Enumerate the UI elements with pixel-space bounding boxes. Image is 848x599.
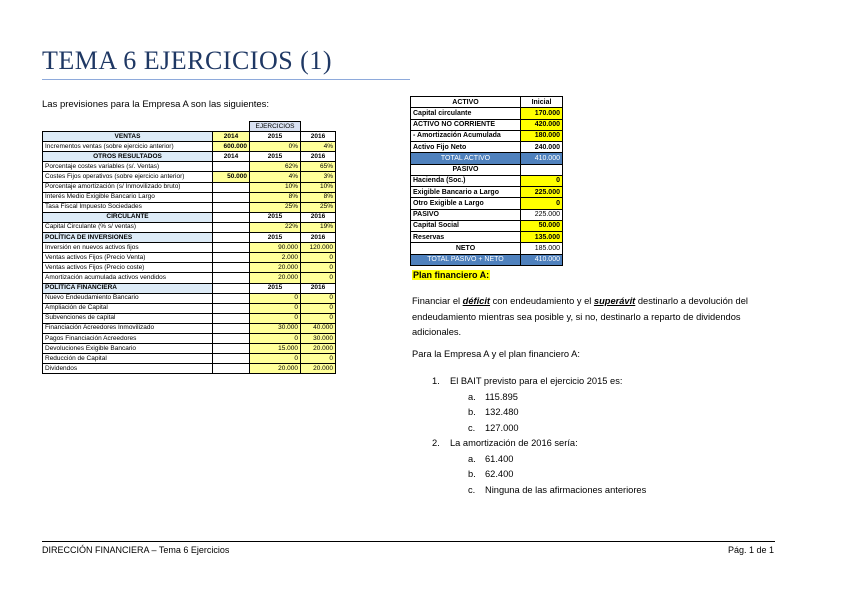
table-cell: Reservas (411, 232, 521, 243)
page-title: TEMA 6 EJERCICIOS (1) (42, 46, 332, 75)
table-cell (213, 243, 250, 253)
table-cell: 0 (250, 313, 301, 323)
table-row (43, 243, 336, 253)
table-cell (213, 344, 250, 354)
table-cell: POLÍTICA FINANCIERA (43, 283, 213, 293)
table-cell: 2015 (250, 212, 301, 222)
table-cell: Ventas activos Fijos (Precio coste) (43, 263, 213, 273)
table-cell: Dividendos (43, 364, 213, 374)
table-cell: 3% (301, 172, 336, 182)
table-cell: 22% (250, 222, 301, 232)
balance-table (410, 96, 563, 266)
table-cell: 20.000 (250, 273, 301, 283)
table-cell: VENTAS (43, 132, 213, 142)
table-cell: Pagos Financiación Acreedores (43, 333, 213, 343)
table-cell: Reducción de Capital (43, 354, 213, 364)
table-cell: 0% (250, 142, 301, 152)
footer-rule (42, 541, 775, 542)
table-cell (213, 263, 250, 273)
table-cell: 0 (250, 303, 301, 313)
table-cell: 8% (250, 192, 301, 202)
table-row (43, 354, 336, 364)
table-row (43, 132, 336, 142)
table-cell: 2015 (250, 233, 301, 243)
balance-row (411, 164, 563, 175)
table-row (43, 152, 336, 162)
table-row (43, 222, 336, 232)
table-cell (213, 212, 250, 222)
question-intro: Para la Empresa A y el plan financiero A: (412, 349, 580, 359)
plan-label: Plan financiero A: (413, 270, 490, 280)
balance-row (411, 130, 563, 141)
ejercicios-header: EJERCICIOS (250, 122, 301, 132)
table-cell: 50.000 (521, 220, 563, 231)
table-cell: Ventas activos Fijos (Precio Venta) (43, 253, 213, 263)
question-number: 1. (432, 376, 440, 386)
table-cell: 2016 (301, 283, 336, 293)
table-cell: 20.000 (250, 364, 301, 374)
table-header-row (43, 122, 336, 132)
table-cell: 0 (301, 354, 336, 364)
table-cell: 4% (301, 142, 336, 152)
table-cell: 65% (301, 162, 336, 172)
table-cell: Hacienda (Soc.) (411, 175, 521, 186)
table-cell: 2016 (301, 212, 336, 222)
option-text: 61.400 (485, 453, 514, 464)
option-letter: a. (468, 391, 476, 402)
table-cell: 2016 (301, 132, 336, 142)
table-cell: 0 (301, 313, 336, 323)
table-cell: 2015 (250, 132, 301, 142)
table-cell: 20.000 (301, 364, 336, 374)
table-row (43, 263, 336, 273)
table-cell: 0 (250, 293, 301, 303)
balance-row (411, 153, 563, 164)
table-cell: 2016 (301, 152, 336, 162)
table-cell: 600.000 (213, 142, 250, 152)
table-cell: 15.000 (250, 344, 301, 354)
option-text: 127.000 (485, 422, 519, 433)
table-cell: 0 (301, 273, 336, 283)
deficit-term: déficit (462, 296, 491, 306)
table-row (43, 172, 336, 182)
table-cell: 240.000 (521, 142, 563, 153)
footer-page-number: Pág. 1 de 1 (727, 545, 774, 555)
table-cell: Incrementos ventas (sobre ejercicio anterior) (43, 142, 213, 152)
table-cell (213, 253, 250, 263)
option-letter: b. (468, 469, 476, 479)
forecast-table (42, 121, 336, 374)
balance-row (411, 254, 563, 265)
table-cell: PASIVO (411, 209, 521, 220)
balance-row (411, 187, 563, 198)
table-cell: 120.000 (301, 243, 336, 253)
table-cell (213, 323, 250, 333)
balance-row (411, 175, 563, 186)
balance-row (411, 119, 563, 130)
balance-row (411, 220, 563, 231)
table-cell: 170.000 (521, 108, 563, 119)
table-cell: 2015 (250, 283, 301, 293)
table-cell: Exigible Bancario a Largo (411, 187, 521, 198)
table-cell: TOTAL PASIVO + NETO (411, 254, 521, 265)
table-row (43, 192, 336, 202)
balance-row (411, 97, 563, 108)
table-cell: Costes Fijos operativos (sobre ejercicio anterior) (43, 172, 213, 182)
table-cell: 10% (250, 182, 301, 192)
table-cell: 20.000 (250, 263, 301, 273)
balance-row (411, 232, 563, 243)
option-text: 132.480 (485, 407, 519, 417)
option-letter: c. (468, 484, 476, 495)
table-cell: Interés Medio Exigible Bancario Largo (43, 192, 213, 202)
table-cell (213, 233, 250, 243)
table-cell: 30.000 (301, 333, 336, 343)
table-cell: Amortización acumulada activos vendidos (43, 273, 213, 283)
table-cell: 2.000 (250, 253, 301, 263)
option-letter: c. (468, 422, 476, 433)
balance-row (411, 243, 563, 254)
option-text: Ninguna de las afirmaciones anteriores (485, 484, 647, 495)
table-row (43, 202, 336, 212)
table-cell: Financiación Acreedores Inmovilizado (43, 323, 213, 333)
table-cell: 0 (521, 198, 563, 209)
balance-row (411, 209, 563, 220)
table-cell: Ampliación de Capital (43, 303, 213, 313)
option-letter: a. (468, 453, 476, 464)
table-row (43, 344, 336, 354)
table-cell (213, 303, 250, 313)
table-cell: 225.000 (521, 187, 563, 198)
table-cell: 185.000 (521, 243, 563, 254)
option-letter: b. (468, 407, 476, 417)
table-cell: 30.000 (250, 323, 301, 333)
table-cell: 135.000 (521, 232, 563, 243)
table-cell: 25% (250, 202, 301, 212)
question-number: 2. (432, 438, 440, 448)
table-cell: Inicial (521, 97, 563, 108)
superavit-term: superávit (593, 296, 636, 306)
table-cell: Capital Circulante (% s/ ventas) (43, 222, 213, 232)
table-cell: 25% (301, 202, 336, 212)
balance-row (411, 142, 563, 153)
table-cell: 2014 (213, 152, 250, 162)
table-cell: Capital circulante (411, 108, 521, 119)
table-cell (521, 164, 563, 175)
intro-text: Las previsiones para la Empresa A son las siguientes: (42, 99, 270, 110)
balance-row (411, 108, 563, 119)
footer-left: DIRECCIÓN FINANCIERA – Tema 6 Ejercicios (42, 545, 230, 555)
table-cell: 10% (301, 182, 336, 192)
table-cell: CIRCULANTE (43, 212, 213, 222)
question-text: El BAIT previsto para el ejercicio 2015 es: (450, 376, 623, 386)
table-cell (213, 283, 250, 293)
table-cell: Devoluciones Exigible Bancario (43, 344, 213, 354)
table-cell: PASIVO (411, 164, 521, 175)
table-row (43, 212, 336, 222)
table-cell: 0 (250, 333, 301, 343)
table-cell: 180.000 (521, 130, 563, 141)
table-cell: 0 (521, 175, 563, 186)
table-cell: Tasa Fiscal Impuesto Sociedades (43, 202, 213, 212)
table-row (43, 142, 336, 152)
table-cell: 0 (301, 293, 336, 303)
table-cell: 62% (250, 162, 301, 172)
table-cell: Activo Fijo Neto (411, 142, 521, 153)
table-cell: ACTIVO (411, 97, 521, 108)
table-row (43, 182, 336, 192)
table-row (43, 253, 336, 263)
table-cell: - Amortización Acumulada (411, 130, 521, 141)
table-cell: Inversión en nuevos activos fijos (43, 243, 213, 253)
table-cell (213, 364, 250, 374)
table-row (43, 313, 336, 323)
table-row (43, 364, 336, 374)
table-cell: 19% (301, 222, 336, 232)
table-cell: 2014 (213, 132, 250, 142)
table-cell (213, 293, 250, 303)
option-text: 115.895 (485, 391, 518, 402)
table-cell (213, 192, 250, 202)
table-cell: 0 (250, 354, 301, 364)
table-cell: 4% (250, 172, 301, 182)
table-row (43, 233, 336, 243)
table-cell: POLÍTICA DE INVERSIONES (43, 233, 213, 243)
table-cell: 90.000 (250, 243, 301, 253)
table-cell: Nuevo Endeudamiento Bancario (43, 293, 213, 303)
table-row (43, 293, 336, 303)
table-cell: 420.000 (521, 119, 563, 130)
table-cell: TOTAL ACTIVO (411, 153, 521, 164)
table-cell: 225.000 (521, 209, 563, 220)
table-cell (213, 313, 250, 323)
table-cell: 20.000 (301, 344, 336, 354)
table-cell: 8% (301, 192, 336, 202)
option-text: 62.400 (485, 469, 514, 479)
table-cell: 0 (301, 253, 336, 263)
table-cell (213, 222, 250, 232)
title-underline (42, 79, 410, 80)
table-row (43, 323, 336, 333)
table-cell (213, 202, 250, 212)
plan-description: Financiar el déficit con endeudamiento y el superávit destinarlo a devolución del endeudamiento mientras sea posible y, si no, destinarlo a reparto de dividendos adicionales. (412, 296, 748, 337)
table-cell: NETO (411, 243, 521, 254)
table-row (43, 303, 336, 313)
table-cell: OTROS RESULTADOS (43, 152, 213, 162)
table-cell (213, 273, 250, 283)
table-cell: 50.000 (213, 172, 250, 182)
table-cell (213, 333, 250, 343)
table-cell: Porcentaje costes variables (s/. Ventas) (43, 162, 213, 172)
table-cell: 410.000 (521, 254, 563, 265)
table-cell (213, 354, 250, 364)
table-cell: 40.000 (301, 323, 336, 333)
table-cell: 2016 (301, 233, 336, 243)
table-cell: 0 (301, 303, 336, 313)
table-cell: 0 (301, 263, 336, 273)
table-cell: Porcentaje amortización (s/ Inmovilizado bruto) (43, 182, 213, 192)
question-text: La amortización de 2016 sería: (450, 438, 578, 448)
balance-row (411, 198, 563, 209)
table-row (43, 273, 336, 283)
table-cell: Capital Social (411, 220, 521, 231)
table-cell: ACTIVO NO CORRIENTE (411, 119, 521, 130)
table-cell (213, 162, 250, 172)
table-cell: Subvenciones de capital (43, 313, 213, 323)
table-cell: 410.000 (521, 153, 563, 164)
table-row (43, 162, 336, 172)
table-cell: Otro Exigible a Largo (411, 198, 521, 209)
table-cell (213, 182, 250, 192)
table-row (43, 333, 336, 343)
table-cell: 2015 (250, 152, 301, 162)
table-row (43, 283, 336, 293)
